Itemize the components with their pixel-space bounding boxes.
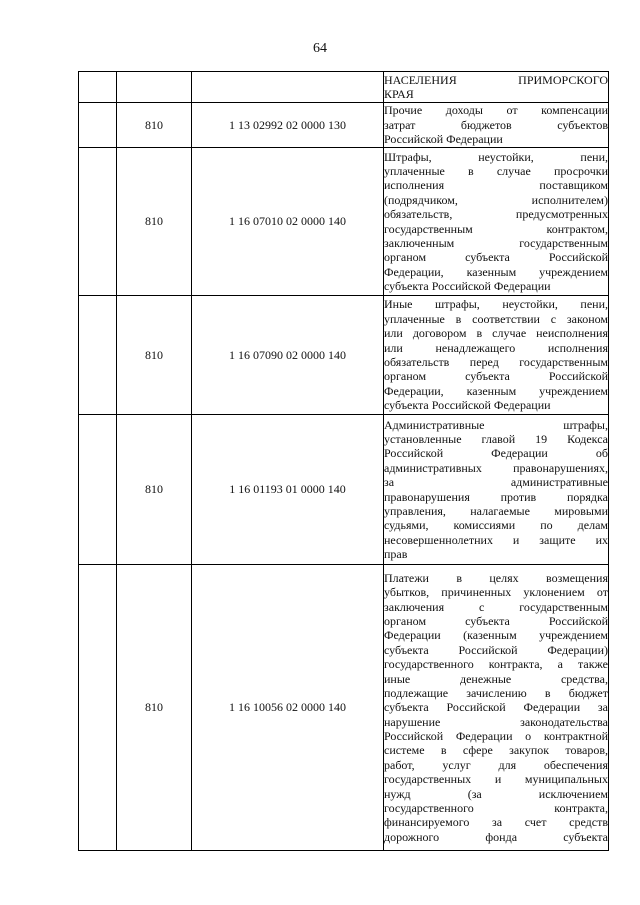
- description-line: Российской Федерации об: [384, 446, 608, 461]
- table-row: [79, 296, 609, 415]
- description-line: Федерации (казенным учреждением: [384, 628, 608, 643]
- table-row: [79, 565, 609, 851]
- description-line: обязательств, предусмотренных: [384, 207, 608, 222]
- description-line: (подрядчиком, исполнителем): [384, 192, 608, 207]
- table-row: [79, 148, 609, 296]
- revenue-description-cell: [384, 415, 609, 565]
- description-line: работ, услуг для обеспечения: [384, 757, 608, 772]
- description-line: судьями, комиссиями по делам: [384, 518, 608, 533]
- description-line: Федерации, казенным учреждением: [384, 383, 608, 398]
- description-line: Федерации, казенным учреждением: [384, 264, 608, 279]
- table-row: [79, 103, 609, 148]
- budget-revenue-table: [78, 71, 609, 851]
- description-line: заключения с государственным: [384, 599, 608, 614]
- description-line: прав: [384, 547, 408, 562]
- description-line: Штрафы, неустойки, пени,: [384, 149, 608, 164]
- description-line: Российской Федерации: [384, 132, 503, 147]
- table-row: [79, 72, 609, 103]
- revenue-description-cell: [384, 296, 609, 415]
- description-line: субъекта Российской Федерации): [384, 642, 608, 657]
- row-blank-cell: [79, 148, 117, 296]
- description-line: дорожного фонда субъекта: [384, 829, 608, 844]
- description-line: исполнения поставщиком: [384, 178, 608, 193]
- description-line: Российской Федерации о контрактной: [384, 729, 608, 744]
- description-line: государственного контракта, а также: [384, 657, 608, 672]
- description-line: иные денежные средства,: [384, 671, 608, 686]
- description-line: НАСЕЛЕНИЯ ПРИМОРСКОГО: [384, 72, 608, 87]
- description-line: уплаченные в случае просрочки: [384, 163, 608, 178]
- description-line: несовершеннолетних и защите их: [384, 532, 608, 547]
- kbk-code-cell: 1 16 01193 01 0000 140: [192, 415, 384, 565]
- description-line: заключенным государственным: [384, 235, 608, 250]
- admin-code-cell: 810: [117, 148, 192, 296]
- kbk-code-cell: 1 16 07010 02 0000 140: [192, 148, 384, 296]
- revenue-description-cell: [384, 565, 609, 851]
- kbk-code-cell: 1 16 07090 02 0000 140: [192, 296, 384, 415]
- table-row: [79, 415, 609, 565]
- description-line: государственным контрактом,: [384, 221, 608, 236]
- description-line: за административные: [384, 475, 608, 490]
- admin-code-cell: [117, 72, 192, 103]
- description-line: Прочие доходы от компенсации: [384, 103, 608, 118]
- description-line: убытков, причиненных уклонением от: [384, 585, 608, 600]
- description-line: субъекта Российской Федерации: [384, 398, 551, 413]
- row-blank-cell: [79, 296, 117, 415]
- description-line: КРАЯ: [384, 87, 414, 101]
- description-line: или договором в случае неисполнения: [384, 326, 608, 341]
- page-number: 64: [313, 41, 327, 56]
- row-blank-cell: [79, 72, 117, 103]
- description-line: органом субъекта Российской: [384, 613, 608, 628]
- admin-code-cell: 810: [117, 103, 192, 148]
- description-line: финансируемого за счет средств: [384, 815, 608, 830]
- description-line: правонарушения против порядка: [384, 489, 608, 504]
- description-line: Иные штрафы, неустойки, пени,: [384, 297, 608, 312]
- description-line: нужд (за исключением: [384, 786, 608, 801]
- admin-code-cell: 810: [117, 415, 192, 565]
- row-blank-cell: [79, 103, 117, 148]
- kbk-code-cell: 1 13 02992 02 0000 130: [192, 103, 384, 148]
- description-line: установленные главой 19 Кодекса: [384, 431, 608, 446]
- description-line: субъекта Российской Федерации за: [384, 700, 608, 715]
- description-line: управления, налагаемые мировыми: [384, 503, 608, 518]
- description-line: или ненадлежащего исполнения: [384, 340, 608, 355]
- description-line: системе в сфере закупок товаров,: [384, 743, 608, 758]
- revenue-description-cell: [384, 148, 609, 296]
- description-line: подлежащие зачислению в бюджет: [384, 685, 608, 700]
- description-line: Платежи в целях возмещения: [384, 570, 608, 585]
- description-line: Административные штрафы,: [384, 417, 608, 432]
- description-line: нарушение законодательства: [384, 714, 608, 729]
- description-line: уплаченные в соответствии с законом: [384, 311, 608, 326]
- kbk-code-cell: [192, 72, 384, 103]
- description-line: органом субъекта Российской: [384, 369, 608, 384]
- description-line: органом субъекта Российской: [384, 250, 608, 265]
- description-line: государственного контракта,: [384, 801, 608, 816]
- description-line: государственных и муниципальных: [384, 772, 608, 787]
- row-blank-cell: [79, 565, 117, 851]
- admin-code-cell: 810: [117, 296, 192, 415]
- description-line: субъекта Российской Федерации: [384, 279, 551, 294]
- description-line: обязательств перед государственным: [384, 355, 608, 369]
- admin-code-cell: 810: [117, 565, 192, 851]
- revenue-description-cell: [384, 72, 609, 103]
- kbk-code-cell: 1 16 10056 02 0000 140: [192, 565, 384, 851]
- revenue-description-cell: [384, 103, 609, 148]
- description-line: затрат бюджетов субъектов: [384, 117, 608, 132]
- description-line: административных правонарушениях,: [384, 460, 608, 475]
- row-blank-cell: [79, 415, 117, 565]
